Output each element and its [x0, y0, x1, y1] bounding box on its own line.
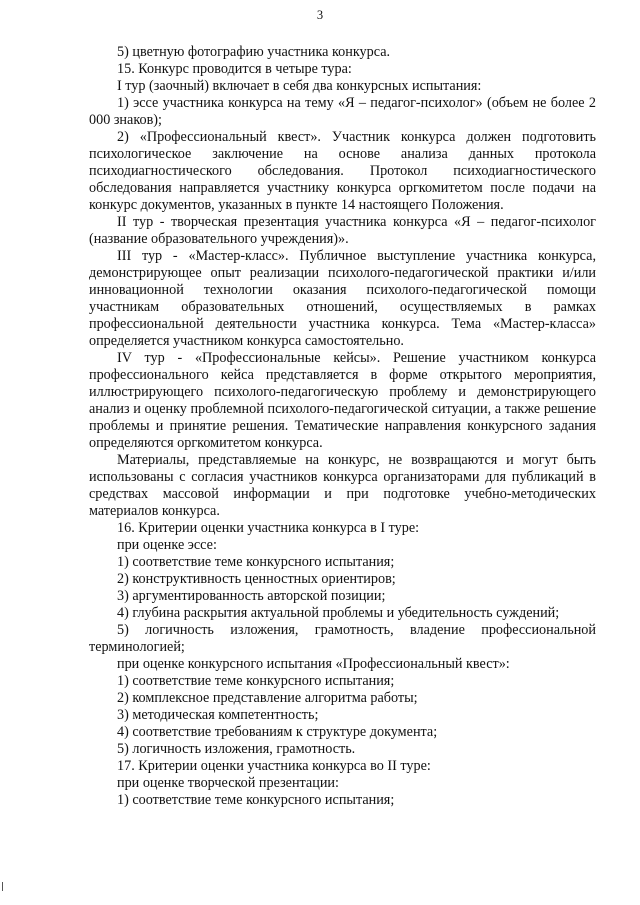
- paragraph: III тур - «Мастер-класс». Публичное выступление участника конкурса, демонстрирующее опыт реализации психолого-педагогической практики и/или инновационной технологии оказания психолого-педагогической помощи участникам образовательных отношений, осуществляемых в рамках профессиональной деятельности участника конкурса. Тема «Мастер-класса» определяется участником конкурса самостоятельно.: [89, 248, 596, 349]
- paragraph: 17. Критерии оценки участника конкурса во II туре:: [117, 758, 431, 774]
- scan-edge-mark: [2, 882, 3, 891]
- document-body: [89, 44, 596, 809]
- paragraph: IV тур - «Профессиональные кейсы». Решение участником конкурса профессионального кейса представляется в форме открытого мероприятия, иллюстрирующего психолого-педагогическую проблему и демонстрирующего анализ и оценку проблемной психолого-педагогической ситуации, а также решение проблемы и принятие решения. Тематические направления конкурсного задания определяются оргкомитетом конкурса.: [89, 350, 596, 451]
- paragraph: 3) аргументированность авторской позиции;: [117, 588, 386, 604]
- paragraph: при оценке творческой презентации:: [117, 775, 339, 791]
- paragraph: 16. Критерии оценки участника конкурса в I туре:: [117, 520, 420, 536]
- paragraph: при оценке конкурсного испытания «Профессиональный квест»:: [117, 656, 510, 672]
- paragraph: 15. Конкурс проводится в четыре тура:: [117, 61, 352, 77]
- paragraph: 1) соответствие теме конкурсного испытания;: [117, 554, 395, 570]
- page-number: 3: [316, 8, 324, 22]
- paragraph: 4) глубина раскрытия актуальной проблемы и убедительность суждений;: [117, 605, 560, 621]
- paragraph: 5) логичность изложения, грамотность.: [117, 741, 356, 757]
- paragraph: 4) соответствие требованиям к структуре документа;: [117, 724, 438, 740]
- paragraph: 1) соответствие теме конкурсного испытания;: [117, 673, 395, 689]
- paragraph: 2) «Профессиональный квест». Участник конкурса должен подготовить психологическое заключение на основе анализа данных протокола психодиагностического обследования. Протокол психодиагностического обследования направляется участнику конкурса оргкомитетом после подачи на конкурс документов, указанных в пункте 14 настоящего Положения.: [89, 129, 596, 213]
- paragraph: 3) методическая компетентность;: [117, 707, 319, 723]
- paragraph: при оценке эссе:: [117, 537, 217, 553]
- paragraph: II тур - творческая презентация участника конкурса «Я – педагог-психолог (название образовательного учреждения)».: [89, 214, 596, 247]
- paragraph: 5) цветную фотографию участника конкурса.: [117, 44, 391, 60]
- paragraph: 5) логичность изложения, грамотность, владение профессиональной терминологией;: [89, 622, 596, 655]
- paragraph: I тур (заочный) включает в себя два конкурсных испытания:: [117, 78, 482, 94]
- paragraph: 1) соответствие теме конкурсного испытания;: [117, 792, 395, 808]
- paragraph: 1) эссе участника конкурса на тему «Я – педагог-психолог» (объем не более 2 000 знаков);: [89, 95, 596, 128]
- paragraph: 2) комплексное представление алгоритма работы;: [117, 690, 418, 706]
- paragraph: 2) конструктивность ценностных ориентиров;: [117, 571, 396, 587]
- paragraph: Материалы, представляемые на конкурс, не возвращаются и могут быть использованы с согласия участников конкурса организаторами для публикаций в средствах массовой информации и при подготовке учебно-методических материалов конкурса.: [89, 452, 596, 519]
